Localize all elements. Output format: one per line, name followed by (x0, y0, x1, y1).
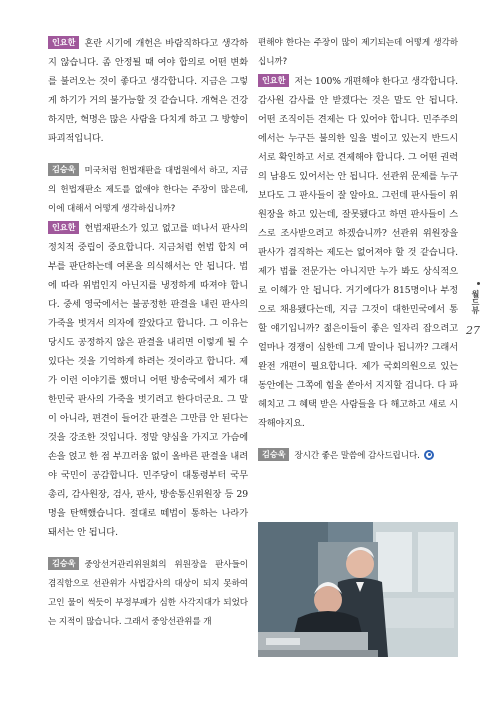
answer-text: 저는 100% 개편해야 한다고 생각합니다. 감사원 감사를 안 받겠다는 것은 말도 안 됩니다. 어떤 조직이든 견제는 다 있어야 합니다. 민주주의에서는 누구든 불의한 일을 벌이고 있는지 반드시 서로 확인하고 서로 견제해야 합니다. 그 어떤 권력의 남용도 있어서는 안 됩니다. 선관위 문제를 누구보다도 그 판사들이 잘 알아요. 그런데 판사들이 위원장을 하고 있는데, 잘못됐다고 하면 판사들이 스스로 조사받으려고 하겠습니까? 선관위 위원장을 판사가 겸직하는 제도는 없어져야 할 것 같습니다. 제가 법률 전문가는 아니지만 누가 봐도 상식적으로 이해가 안 됩니다. 거기에다가 815명이나 부정으로 채용됐다는데, 지금 그것이 대한민국에서 통할 얘기입니까? 젊은이들이 좋은 일자리 잡으려고 얼마나 경쟁이 심한데 그게 말이나 됩니까? 그래서 완전 개편이 필요합니다. 제가 국회의원으로 있는 동안에는 그쪽에 힘을 쏟아서 지지할 겁니다. 다 파헤치고 그 혜택 받은 사람들을 다 해고하고 새로 시작해야지요. (258, 76, 458, 429)
answer-paragraph-1 (48, 34, 248, 148)
speaker-tag-kim: 김승욱 (48, 557, 79, 570)
answer-text: 헌법재판소가 있고 없고를 떠나서 판사의 정치적 중립이 중요합니다. 지금처럼 헌법 합치 여부를 판단하는데 여론을 의식해서는 안 됩니다. 법에 따라 위법인지 아닌지를 냉정하게 따져야 합니다. 중세 영국에서는 불공정한 판결을 내린 판사의 가죽을 벗겨서 의자에 깔았다고 합니다. 그 이유는 당시도 공정하지 않은 판결을 내리면 이렇게 될 수 있다는 것을 기억하게 하려는 것이라고 합니다. 제가 이런 이야기를 했더니 어떤 방송국에서 제가 대한민국 판사의 가죽을 벗기려고 한다더군요. 그 말이 아니라, 편견이 들어간 판결은 그만큼 안 된다는 것을 강조한 것입니다. 정말 양심을 가지고 가슴에 손을 얹고 한 점 부끄러움 없이 올바른 판결을 내려야 국민이 공감합니다. 민주당이 대통령부터 국무총리, 감사원장, 검사, 판사, 방송통신위원장 등 29명을 탄핵했습니다. 절대로 떼법이 통하는 나라가 돼서는 안 됩니다. (48, 223, 248, 538)
question-text: 중앙선거관리위원회의 위원장을 판사들이 겸직함으로 선관위가 사법감사의 대상이 되지 못하여 고인 물이 썩듯이 부정부패가 심한 사각지대가 되었다는 지적이 많습니다. 그래서 중앙선관위를 개 (48, 560, 248, 627)
interview-photo (258, 522, 458, 657)
speaker-tag-in: 인요한 (48, 221, 79, 234)
speaker-tag-in: 인요한 (258, 74, 289, 87)
closing-question (258, 447, 458, 466)
interview-photo-illustration (258, 522, 458, 657)
answer-text: 혼란 시기에 개헌은 바람직하다고 생각하지 않습니다. 좀 안정될 때 여야 합의로 어떤 변화를 불러오는 것이 좋다고 생각합니다. 지금은 그렇게 하기가 거의 불가능할 것 같습니다. 개혁은 건강하지만, 혁명은 많은 사람을 다치게 하고 그 방향이 파괴적입니다. (48, 38, 248, 144)
speaker-tag-kim: 김승욱 (258, 448, 289, 461)
speaker-tag-in: 인요한 (48, 36, 79, 49)
question-paragraph-2 (48, 556, 248, 632)
speaker-tag-kim: 김승욱 (48, 163, 79, 176)
answer-paragraph-2 (48, 219, 248, 542)
sidebar-dot (477, 282, 480, 285)
right-column (258, 34, 458, 466)
question-paragraph-1 (48, 162, 248, 219)
section-label: 월드뷰 (471, 290, 480, 314)
answer-paragraph-3 (258, 72, 458, 433)
page-number: 27 (466, 324, 480, 337)
closing-text: 장시간 좋은 말씀에 감사드립니다. (294, 451, 420, 461)
question-text: 미국처럼 헌법재판을 대법원에서 하고, 지금의 헌법재판소 제도를 없애야 한다는 주장이 많은데, 이에 대해서 어떻게 생각하십니까? (48, 166, 248, 214)
end-mark-icon (424, 450, 434, 460)
question-continuation: 편해야 한다는 주장이 많이 제기되는데 어떻게 생각하십니까? (258, 38, 458, 67)
left-column (48, 34, 248, 632)
